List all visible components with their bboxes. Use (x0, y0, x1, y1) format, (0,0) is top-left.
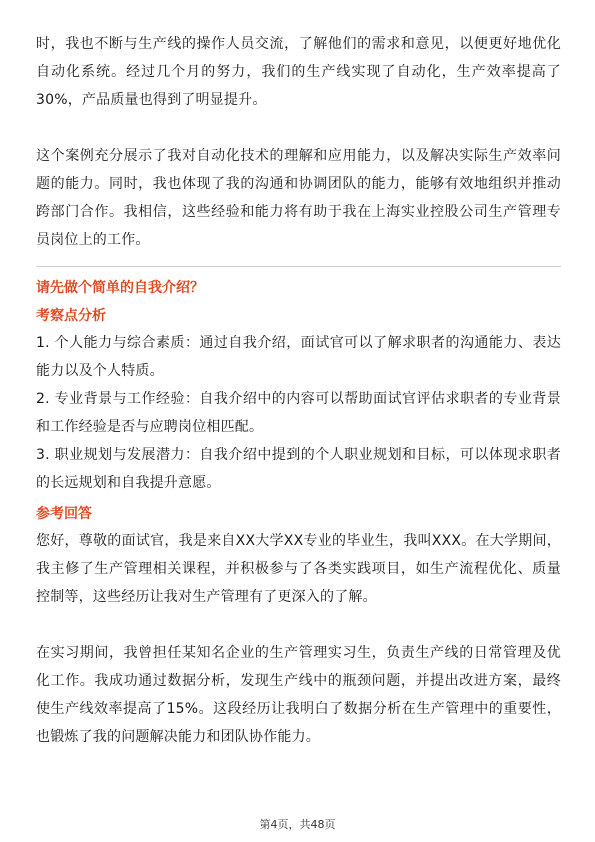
analysis-item: 1. 个人能力与综合素质：通过自我介绍，面试官可以了解求职者的沟通能力、表达能力以及个人特质。 (36, 335, 561, 379)
page-number: 第4页，共48页 (259, 818, 336, 831)
body-paragraph: 时，我也不断与生产线的操作人员交流，了解他们的需求和意见，以便更好地优化自动化系统。经过几个月的努力，我们的生产线实现了自动化，生产效率提高了30%，产品质量也得到了明显提升。 (36, 36, 561, 108)
paragraph-gap (36, 114, 561, 142)
analysis-item: 2. 专业背景与工作经验：自我介绍中的内容可以帮助面试官评估求职者的专业背景和工作经验是否与应聘岗位相匹配。 (36, 391, 561, 435)
section-divider (36, 266, 561, 267)
question-title: 请先做个简单的自我介绍？ (36, 280, 204, 296)
answer-paragraph: 在实习期间，我曾担任某知名企业的生产管理实习生，负责生产线的日常管理及优化工作。我成功通过数据分析，发现生产线中的瓶颈问题，并提出改进方案，最终使生产线效率提高了15%。这段经历让我明白了数据分析在生产管理中的重要性，也锻炼了我的问题解决能力和团队协作能力。 (36, 645, 561, 745)
answer-paragraph: 您好，尊敬的面试官，我是来自XX大学XX专业的毕业生，我叫XXX。在大学期间，我主修了生产管理相关课程，并积极参与了各类实践项目，如生产流程优化、质量控制等，这些经历让我对生产管理有了更深入的了解。 (36, 533, 561, 605)
analysis-heading: 考察点分析 (36, 308, 106, 324)
body-paragraph: 这个案例充分展示了我对自动化技术的理解和应用能力，以及解决实际生产效率问题的能力。同时，我也体现了我的沟通和协调团队的能力，能够有效地组织并推动跨部门合作。我相信，这些经验和能力将有助于我在上海实业控股公司生产管理专员岗位上的工作。 (36, 148, 561, 248)
document-page (36, 30, 561, 751)
answer-heading: 参考回答 (36, 506, 92, 522)
paragraph-gap (36, 611, 561, 639)
analysis-item: 3. 职业规划与发展潜力：自我介绍中提到的个人职业规划和目标，可以体现求职者的长远规划和自我提升意愿。 (36, 447, 561, 491)
